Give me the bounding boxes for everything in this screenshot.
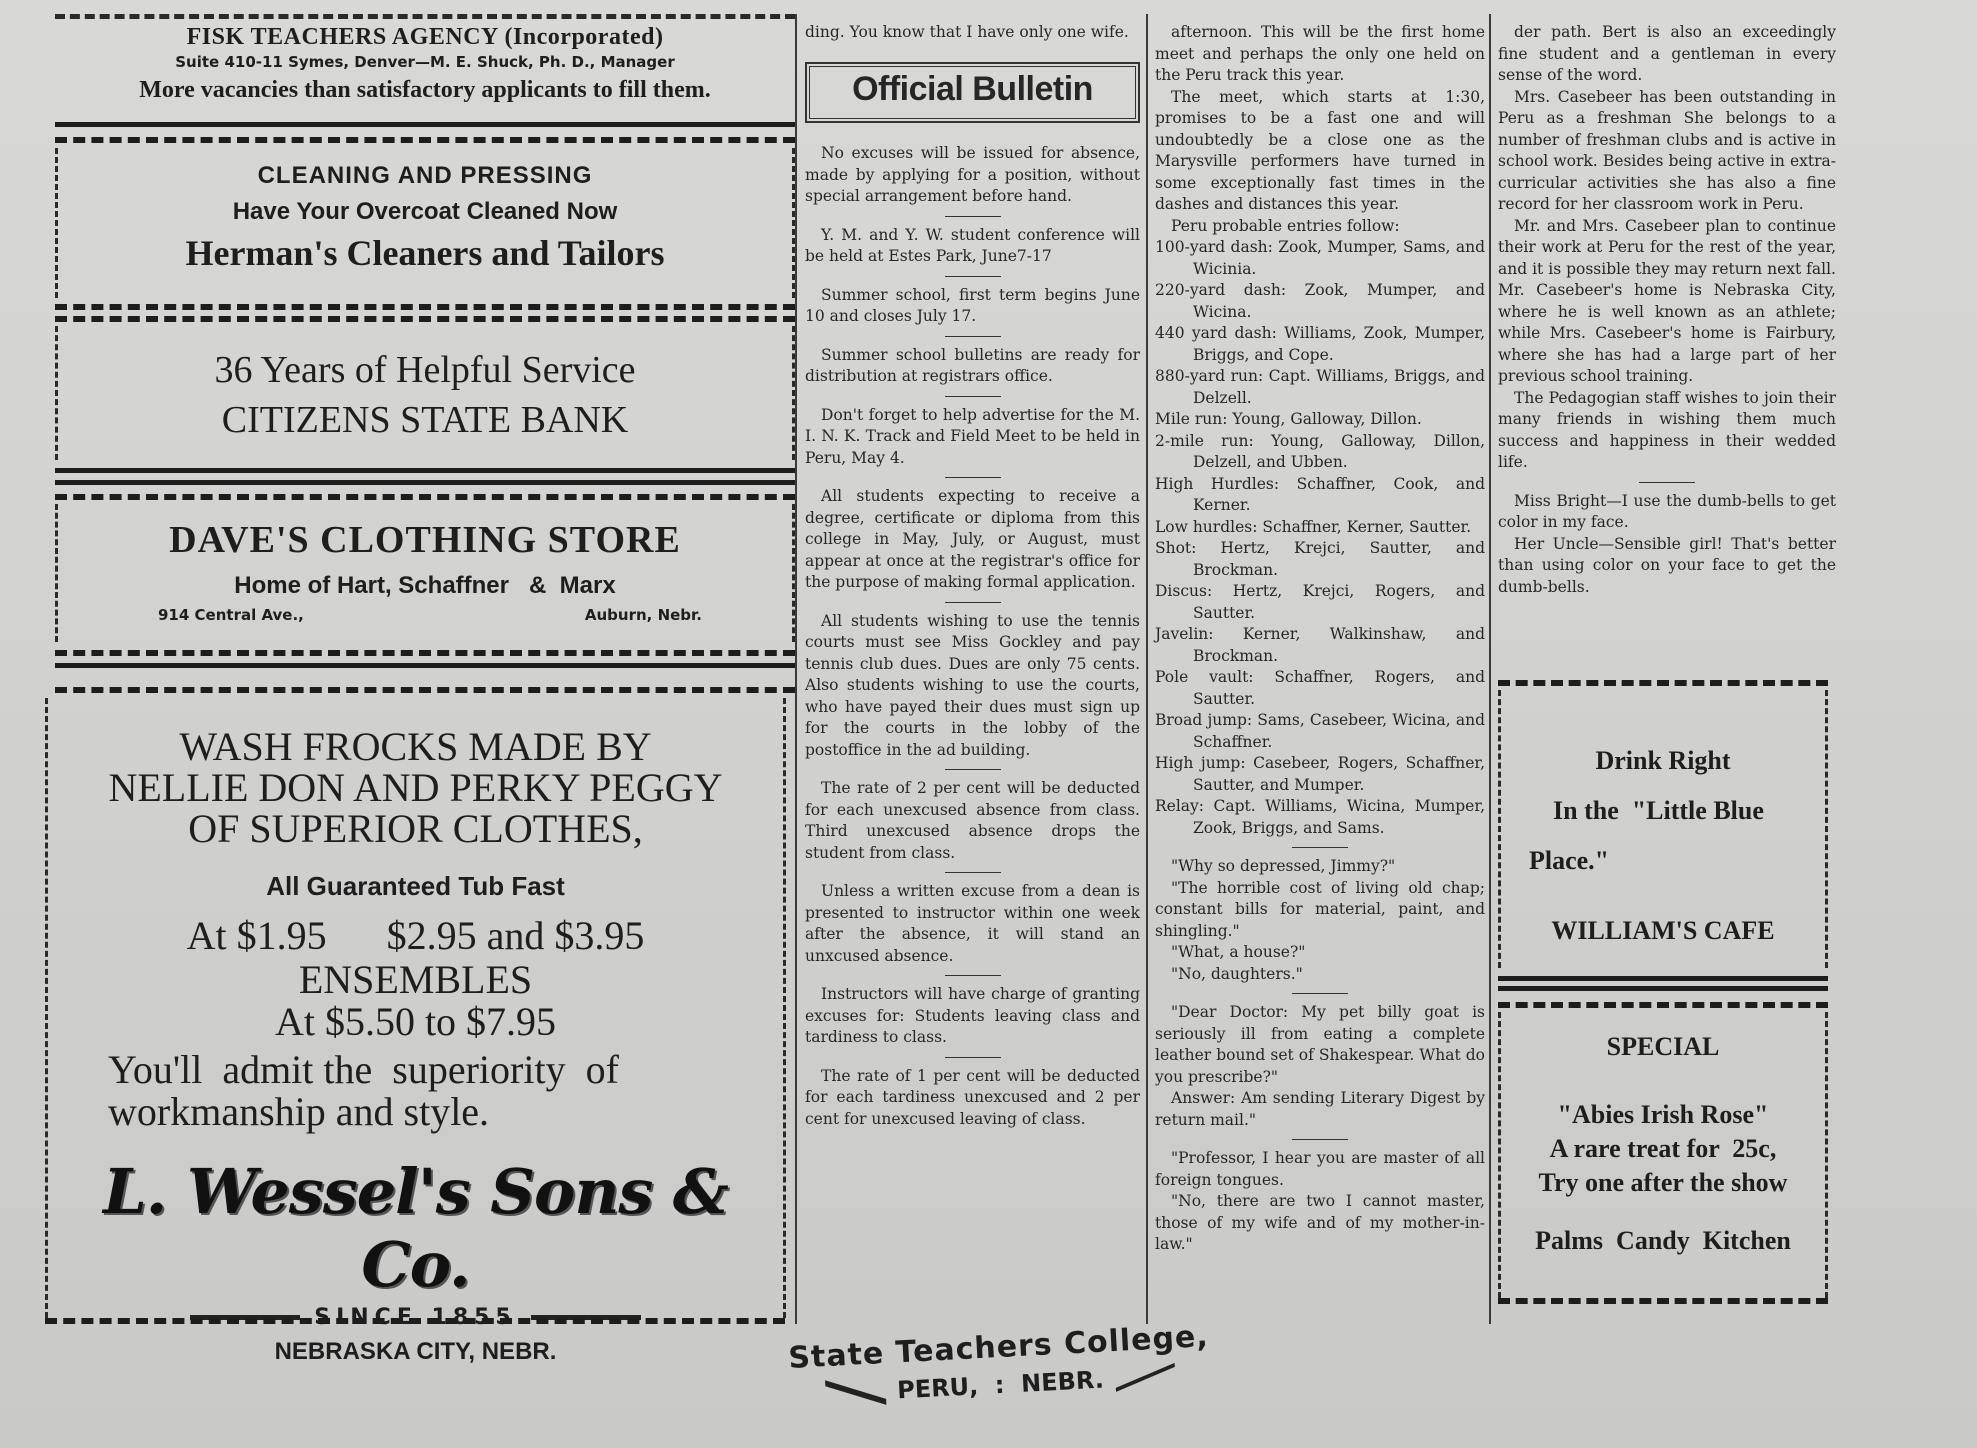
separator xyxy=(945,216,1001,217)
wessels-city: NEBRASKA CITY, NEBR. xyxy=(274,1338,557,1365)
joke-line: "The horrible cost of living old chap; constant bills for material, paint, and shingling." xyxy=(1155,878,1485,940)
track-intro xyxy=(1155,22,1485,237)
track-paragraph: The meet, which starts at 1:30, promises to be a fast one and will undoubtedly be a close one as the Marysville performers have turned in some exceptionally fast times in the dashes and distances this year. xyxy=(1155,87,1485,213)
cleaners-name: Herman's Cleaners and Tailors xyxy=(185,233,665,273)
divider xyxy=(1498,1002,1828,1008)
special-title: SPECIAL xyxy=(1606,1032,1720,1061)
track-entry: 100-yard dash: Zook, Mumper, Sams, and Wicinia. xyxy=(1155,238,1485,278)
special-ad xyxy=(1498,1012,1828,1298)
wedding-paragraph: Mr. and Mrs. Casebeer plan to continue their work at Peru for the rest of the year, and it is possible they may return next fall. Mr. Casebeer's home is Nebraska City, where he is well known as an athlete; while Mrs. Casebeer's home is Fairbury, where she has had a large part of her previous school training. xyxy=(1498,216,1836,385)
joke-line: "What, a house?" xyxy=(1171,943,1306,961)
footer-arrow-left xyxy=(825,1380,886,1405)
fisk-title: FISK TEACHERS AGENCY (Incorporated) xyxy=(186,24,664,50)
track-paragraph: Peru probable entries follow: xyxy=(1171,216,1400,235)
bulletin-item: All students expecting to receive a degree, certificate or diploma from this college in May, July, or August, must appear at once at the registrar's office for the purpose of making formal application. xyxy=(805,487,1140,591)
wedding-paragraph: The Pedagogian staff wishes to join their many friends in wishing them much success and happiness in their wedded life. xyxy=(1498,388,1836,471)
special-line1: "Abies Irish Rose" xyxy=(1557,1100,1769,1129)
footer-place: PERU, : NEBR. xyxy=(896,1365,1105,1405)
fisk-tagline: More vacancies than satisfactory applicants to fill them. xyxy=(139,77,711,103)
separator xyxy=(1292,1139,1348,1140)
fisk-address: Suite 410-11 Symes, Denver—M. E. Shuck, Ph. D., Manager xyxy=(175,53,675,71)
divider xyxy=(55,304,795,310)
divider xyxy=(55,480,795,485)
track-entry: Mile run: Young, Galloway, Dillon. xyxy=(1155,410,1422,428)
divider xyxy=(55,687,795,693)
joke-line: "Why so depressed, Jimmy?" xyxy=(1171,857,1396,875)
cafe-line2: In the "Little Blue xyxy=(1553,796,1764,825)
track-entry: 220-yard dash: Zook, Mumper, and Wicina. xyxy=(1155,281,1485,321)
track-entry: Low hurdles: Schaffner, Kerner, Sautter. xyxy=(1155,517,1472,536)
track-entry: Discus: Hertz, Krejci, Rogers, and Sautter. xyxy=(1155,582,1485,622)
separator xyxy=(945,975,1001,976)
separator xyxy=(945,602,1001,603)
divider xyxy=(55,316,795,322)
cleaners-line2: Have Your Overcoat Cleaned Now xyxy=(232,198,618,225)
divider xyxy=(1498,986,1828,991)
bulletin-items xyxy=(805,143,1140,1130)
bulletin-item: The rate of 1 per cent will be deducted for each tardiness unexcused and 2 per cent for unexcused leaving of class. xyxy=(805,1066,1140,1128)
fisk-ad xyxy=(55,18,795,128)
footer-college: State Teachers College, xyxy=(787,1319,1210,1377)
wedding-paragraph: der path. Bert is also an exceedingly fine student and a gentleman in every sense of the word. xyxy=(1498,23,1836,84)
bulletin-item: Y. M. and Y. W. student conference will be held at Estes Park, June7-17 xyxy=(805,225,1140,265)
bulletin-item: No excuses will be issued for absence, made by applying for a position, without special arrangement before hand. xyxy=(805,144,1140,205)
top-border xyxy=(55,0,795,19)
wessels-logo: L. Wessel's Sons & Co. xyxy=(103,1155,728,1301)
joke-line: "No, daughters." xyxy=(1171,964,1303,983)
divider xyxy=(55,494,795,500)
track-entry: 440 yard dash: Williams, Zook, Mumper, Briggs, and Cope. xyxy=(1155,324,1485,364)
wedding-column xyxy=(1498,22,1836,598)
joke-line: "Professor, I hear you are master of all foreign tongues. xyxy=(1155,1149,1485,1189)
bulletin-item: Don't forget to help advertise for the M. I. N. K. Track and Field Meet to be held in Peru, May 4. xyxy=(805,405,1140,467)
divider xyxy=(55,137,795,143)
wessels-ensemble-prices: At $5.50 to $7.95 xyxy=(274,999,557,1044)
wedding-paragraph: Mrs. Casebeer has been outstanding in Peru as a freshman She belongs to a number of freshman clubs and is active in school work. Besides being active in extra-curricular activities she has also a fine record for her classroom work in Peru. xyxy=(1498,87,1836,213)
bulletin-title-box xyxy=(805,62,1140,124)
divider xyxy=(1498,680,1828,686)
bulletin-item: Unless a written excuse from a dean is presented to instructor within one week after the absence, it will stand an unxcused absence. xyxy=(805,882,1140,965)
column-rule xyxy=(1146,14,1148,1324)
divider xyxy=(1498,1298,1828,1304)
cleaners-line1: CLEANING AND PRESSING xyxy=(257,162,593,189)
cafe-line1: Drink Right xyxy=(1595,746,1731,775)
joke-line: Miss Bright—I use the dumb-bells to get color in my face. xyxy=(1498,491,1836,531)
divider xyxy=(1498,976,1828,981)
track-entry: 2-mile run: Young, Galloway, Dillon, Delzell, and Ubben. xyxy=(1155,431,1485,471)
cafe-line3: Place." xyxy=(1529,846,1610,875)
divider xyxy=(55,663,795,668)
track-entry: High jump: Casebeer, Rogers, Schaffner, Sautter, and Mumper. xyxy=(1155,754,1485,794)
bulletin-column xyxy=(805,22,1140,1130)
bulletin-item: Instructors will have charge of granting excuses for: Students leaving class and tardiness to class. xyxy=(805,985,1140,1046)
track-entry: Javelin: Kerner, Walkinshaw, and Brockman. xyxy=(1155,625,1485,665)
separator xyxy=(945,336,1001,337)
joke-line: Her Uncle—Sensible girl! That's better than using color on your face to get the dumb-bells. xyxy=(1498,534,1836,596)
wessels-guarantee: All Guaranteed Tub Fast xyxy=(266,871,565,901)
cleaners-ad xyxy=(55,148,795,298)
special-name: Palms Candy Kitchen xyxy=(1535,1226,1791,1255)
wessels-ad xyxy=(45,698,786,1365)
footer-arrow-right xyxy=(1116,1363,1175,1392)
separator xyxy=(945,1057,1001,1058)
separator xyxy=(1639,482,1695,483)
cafe-name: WILLIAM'S CAFE xyxy=(1551,916,1775,945)
wessels-ensembles: ENSEMBLES xyxy=(298,957,533,1002)
wessels-pitch: You'll admit the superiority of workmanship and style. xyxy=(108,1047,629,1134)
daves-ad xyxy=(55,504,795,642)
separator xyxy=(945,872,1001,873)
divider xyxy=(55,468,795,473)
track-entry: High Hurdles: Schaffner, Cook, and Kerner. xyxy=(1155,474,1485,514)
special-line3: Try one after the show xyxy=(1538,1168,1788,1197)
daves-address: 914 Central Ave., xyxy=(158,606,304,624)
daves-city: Auburn, Nebr. xyxy=(584,606,702,624)
track-entry: 880-yard run: Capt. Williams, Briggs, and Delzell. xyxy=(1155,367,1485,407)
divider xyxy=(55,122,795,127)
wessels-since: SINCE 1855 xyxy=(314,1305,517,1330)
column-rule xyxy=(795,14,797,1324)
track-column xyxy=(1155,22,1485,1256)
bulletin-item: Summer school, first term begins June 10 and closes July 17. xyxy=(805,285,1140,325)
separator xyxy=(1292,993,1348,994)
track-entry: Relay: Capt. Williams, Wicina, Mumper, Zook, Briggs, and Sams. xyxy=(1155,797,1485,837)
divider xyxy=(45,1318,785,1324)
separator xyxy=(945,396,1001,397)
bulletin-item: All students wishing to use the tennis courts must see Miss Gockley and pay tennis club dues. Dues are only 75 cents. Also students wishing to use the courts, who have payed their dues must sign up for the courts in the lobby of the postoffice in the ad building. xyxy=(805,611,1140,759)
column-rule xyxy=(1489,14,1491,1324)
track-entry: Broad jump: Sams, Casebeer, Wicina, and Schaffner. xyxy=(1155,711,1485,751)
joke-line: "Dear Doctor: My pet billy goat is seriously ill from eating a complete leather bound set of Shakespear. What do you prescribe?" xyxy=(1155,1003,1485,1086)
wedding-story xyxy=(1498,22,1836,474)
bulletin-item: Summer school bulletins are ready for distribution at registrars office. xyxy=(805,345,1140,385)
wessels-headline: WASH FROCKS MADE BY NELLIE DON AND PERKY PEGGY OF SUPERIOR CLOTHES, xyxy=(108,724,723,851)
joke-line: Answer: Am sending Literary Digest by return mail." xyxy=(1155,1089,1485,1129)
special-line2: A rare treat for 25c, xyxy=(1549,1134,1777,1163)
bulletin-item: The rate of 2 per cent will be deducted for each unexcused absence from class. Third unexcused absence drops the student from class. xyxy=(805,779,1140,862)
separator xyxy=(1292,847,1348,848)
dumbbell-joke xyxy=(1498,491,1836,599)
separator xyxy=(945,276,1001,277)
cafe-ad xyxy=(1498,690,1828,968)
daves-line2: Home of Hart, Schaffner & Marx xyxy=(234,572,616,599)
track-entry: Shot: Hertz, Krejci, Sautter, and Brockman. xyxy=(1155,539,1485,579)
joke-line: "No, there are two I cannot master, those of my wife and of my mother-in-law." xyxy=(1155,1192,1485,1253)
track-jokes xyxy=(1155,847,1485,1256)
daves-name: DAVE'S CLOTHING STORE xyxy=(169,519,681,561)
separator xyxy=(945,477,1001,478)
bank-line1: 36 Years of Helpful Service xyxy=(214,349,636,391)
track-paragraph: afternoon. This will be the first home meet and perhaps the only one held on the Peru track this year. xyxy=(1155,23,1485,84)
bank-name: CITIZENS STATE BANK xyxy=(221,399,629,441)
divider xyxy=(55,650,795,656)
separator xyxy=(945,769,1001,770)
college-footer xyxy=(768,1318,1232,1432)
track-entry: Pole vault: Schaffner, Rogers, and Sautter. xyxy=(1155,668,1485,708)
bank-ad xyxy=(55,326,795,460)
wessels-prices: At $1.95 $2.95 and $3.95 xyxy=(186,913,645,958)
track-entries xyxy=(1155,237,1485,839)
bulletin-title: Official Bulletin xyxy=(852,69,1093,108)
bulletin-fragment: ding. You know that I have only one wife. xyxy=(805,23,1129,41)
